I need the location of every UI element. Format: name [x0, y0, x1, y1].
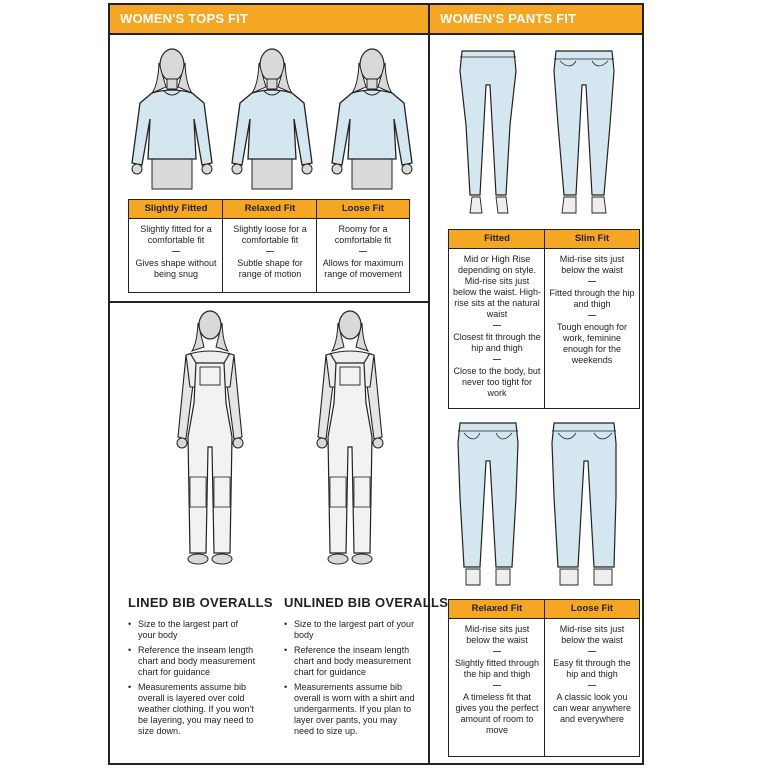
list-item: • Measurements assume bib overall is worn with a shirt and undergarments. If you plan to layer over pants, you may need to size up.	[284, 682, 416, 737]
pants-icon	[444, 417, 634, 597]
list-item: • Size to the largest part of your body	[284, 619, 416, 641]
fit-guide-panel	[108, 3, 644, 765]
pants-col-relaxed-label: Relaxed Fit	[449, 600, 545, 619]
cell-text: Easy fit through the hip and thigh	[553, 658, 631, 679]
cell-text: Subtle shape for range of motion	[237, 258, 303, 279]
tops-col-loose-label: Loose Fit	[317, 200, 409, 219]
pants-fit-table-1	[448, 229, 640, 409]
pants-col-slim-label: Slim Fit	[545, 230, 639, 249]
cell-text: Mid-rise sits just below the waist	[464, 624, 530, 645]
pants-icon	[444, 45, 634, 225]
column-divider	[428, 5, 430, 763]
cell-text: Slightly fitted through the hip and thigh	[454, 658, 540, 679]
cell-text: Fitted through the hip and thigh	[549, 288, 635, 309]
pants-col-fitted: Mid or High Rise depending on style. Mid-rise sits just below the waist. High-rise sits at the natural waist — Closest fit through the hip and thigh — Close to the body, but never too tight for work	[452, 254, 542, 398]
tops-col-slightly-fitted: Slightly fitted for a comfortable fit — Gives shape without being snug	[129, 219, 223, 292]
cell-text: A timeless fit that gives you the perfect amount of room to move	[455, 692, 539, 735]
cell-text: A classic look you can wear anywhere and everywhere	[552, 692, 632, 724]
list-item: • Reference the inseam length chart and body measurement chart for guidance	[128, 645, 258, 678]
cell-text: Close to the body, but never too tight for work	[453, 366, 541, 398]
list-item: • Reference the inseam length chart and body measurement chart for guidance	[284, 645, 416, 678]
tops-col-relaxed: Slightly loose for a comfortable fit — Subtle shape for range of motion	[223, 219, 317, 292]
pants-col-loose: Mid-rise sits just below the waist — Easy fit through the hip and thigh — A classic look you can wear anywhere and everywhere	[545, 619, 639, 756]
cell-text: Slightly fitted for a comfortable fit	[140, 224, 212, 245]
tops-fit-header: WOMEN'S TOPS FIT	[110, 5, 428, 35]
tops-col-loose: Roomy for a comfortable fit — Allows for maximum range of movement	[317, 219, 409, 292]
tops-fit-table	[128, 199, 410, 293]
unlined-bib-title: UNLINED BIB OVERALLS	[284, 595, 449, 610]
list-item: • Measurements assume bib overall is layered over cold weather clothing. If you won't be layering, you may need to size down.	[128, 682, 258, 737]
cell-text: Closest fit through the hip and thigh	[453, 332, 541, 353]
tops-col-slightly-fitted-label: Slightly Fitted	[129, 200, 223, 219]
pants-col-loose-label: Loose Fit	[545, 600, 639, 619]
pants-col-fitted-label: Fitted	[449, 230, 545, 249]
lined-bib-list	[128, 619, 258, 741]
unlined-bib-list	[284, 619, 416, 741]
cell-text: Mid-rise sits just below the waist	[559, 254, 625, 275]
cell-text: Mid-rise sits just below the waist	[559, 624, 625, 645]
cell-text: Roomy for a comfortable fit	[334, 224, 392, 245]
pants-col-slim: Mid-rise sits just below the waist — Fitted through the hip and thigh — Tough enough for work, feminine enough for the weekends	[549, 254, 635, 365]
list-item: • Size to the largest part of your body	[128, 619, 258, 641]
cell-text: Mid or High Rise depending on style. Mid-rise sits just below the waist. High-rise sits at the natural waist	[452, 254, 542, 319]
cell-text: Slightly loose for a comfortable fit	[233, 224, 307, 245]
pants-col-relaxed: Mid-rise sits just below the waist — Slightly fitted through the hip and thigh — A timeless fit that gives you the perfect amount of room to move	[449, 619, 545, 756]
cell-text: Gives shape without being snug	[135, 258, 217, 279]
pants-fit-header: WOMEN'S PANTS FIT	[430, 5, 642, 35]
cell-text: Allows for maximum range of movement	[322, 258, 404, 279]
section-divider	[110, 301, 428, 303]
pants-fit-table-2	[448, 599, 640, 757]
cell-text: Tough enough for work, feminine enough for the weekends	[556, 322, 628, 365]
tops-col-relaxed-label: Relaxed Fit	[223, 200, 317, 219]
bib-overall-icon	[160, 307, 400, 585]
lined-bib-title: LINED BIB OVERALLS	[128, 595, 273, 610]
tops-figures-icon	[122, 43, 422, 193]
